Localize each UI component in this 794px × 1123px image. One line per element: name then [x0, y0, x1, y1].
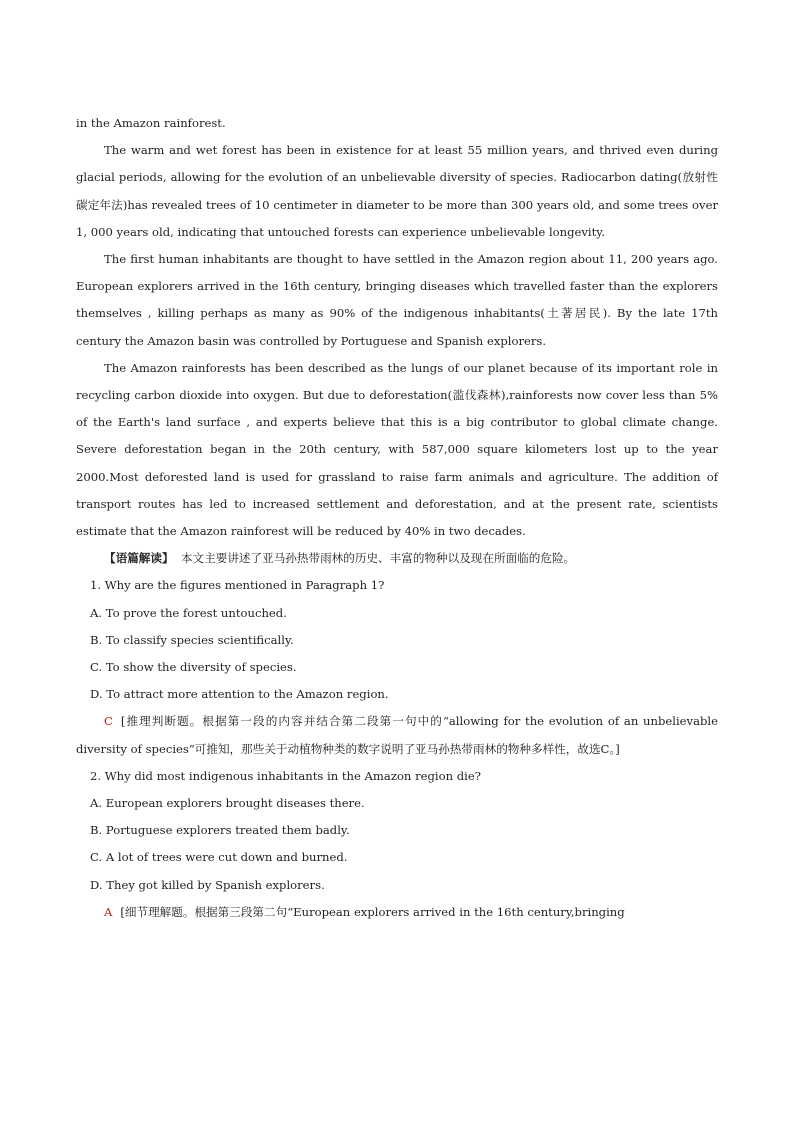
analysis-text: 本文主要讲述了亚马孙热带雨林的历史、丰富的物种以及现在所面临的危险。 [180, 551, 576, 566]
question-2-option-c: C. A lot of trees were cut down and burned. [90, 850, 348, 865]
passage-paragraph-3: The Amazon rainforests has been described as the lungs of our planet because of its important role in recycling carbon dioxide into oxygen. But due to deforestation(滥伐森林),rainforests now cover less than 5% of the Earth's land surface , and experts believe that this is a big contributor to global climate change. Severe deforestation began in the 20th century, with 587,000 square kilometers lost up to the year 2000.Most deforested land is used for grassland to raise farm animals and agriculture. The addition of transport routes has led to increased settlement and deforestation, and at the present rate, scientists estimate that the Amazon rainforest will be reduced by 40% in two decades. [76, 360, 718, 539]
question-1-explanation [76, 708, 718, 762]
passage-paragraph-0: in the Amazon rainforest. [76, 116, 226, 130]
question-2-explanation [76, 899, 718, 926]
passage-paragraph-1: The warm and wet forest has been in existence for at least 55 million years, and thrived even during glacial periods, allowing for the evolution of an unbelievable diversity of species. Radiocarbon dating(放射性碳定年法)has revealed trees of 10 centimeter in diameter to be more than 300 years old, and some trees over 1, 000 years old, indicating that untouched forests can experience unbelievable longevity. [76, 143, 718, 239]
question-1-option-b: B. To classify species scientifically. [90, 632, 294, 647]
question-1-option-d: D. To attract more attention to the Amazon region. [90, 687, 389, 702]
question-2-option-d: D. They got killed by Spanish explorers. [90, 877, 325, 892]
question-1-explanation-text: [推理判断题。根据第一段的内容并结合第二段第一句中的“allowing for the evolution of an unbelievable diversity of species”可推知，那些关于动植物种类的数字说明了亚马孙热带雨林的物种多样性，故选C。] [76, 714, 718, 756]
passage-paragraph-2: The first human inhabitants are thought to have settled in the Amazon region about 11, 200 years ago. European explorers arrived in the 16th century, bringing diseases which travelled faster than the explorers themselves , killing perhaps as many as 90% of the indigenous inhabitants(土著居民). By the late 17th century the Amazon basin was controlled by Portuguese and Spanish explorers. [76, 252, 718, 348]
question-2-answer: A [104, 904, 113, 919]
question-1-option-c: C. To show the diversity of species. [90, 660, 297, 675]
discourse-analysis [76, 545, 718, 572]
question-2-option-b: B. Portuguese explorers treated them badly. [90, 823, 350, 838]
question-1-option-a: A. To prove the forest untouched. [90, 605, 287, 620]
question-2-stem: 2. Why did most indigenous inhabitants in the Amazon region die? [90, 768, 481, 783]
analysis-label: 【语篇解读】 [104, 551, 174, 566]
question-1-answer: C [104, 714, 113, 729]
question-2-explanation-text: [细节理解题。根据第三段第二句“European explorers arrived in the 16th century,bringing [120, 904, 625, 919]
question-1-stem: 1. Why are the figures mentioned in Paragraph 1? [90, 578, 385, 593]
document-page [76, 110, 718, 926]
question-2-option-a: A. European explorers brought diseases there. [90, 796, 365, 811]
